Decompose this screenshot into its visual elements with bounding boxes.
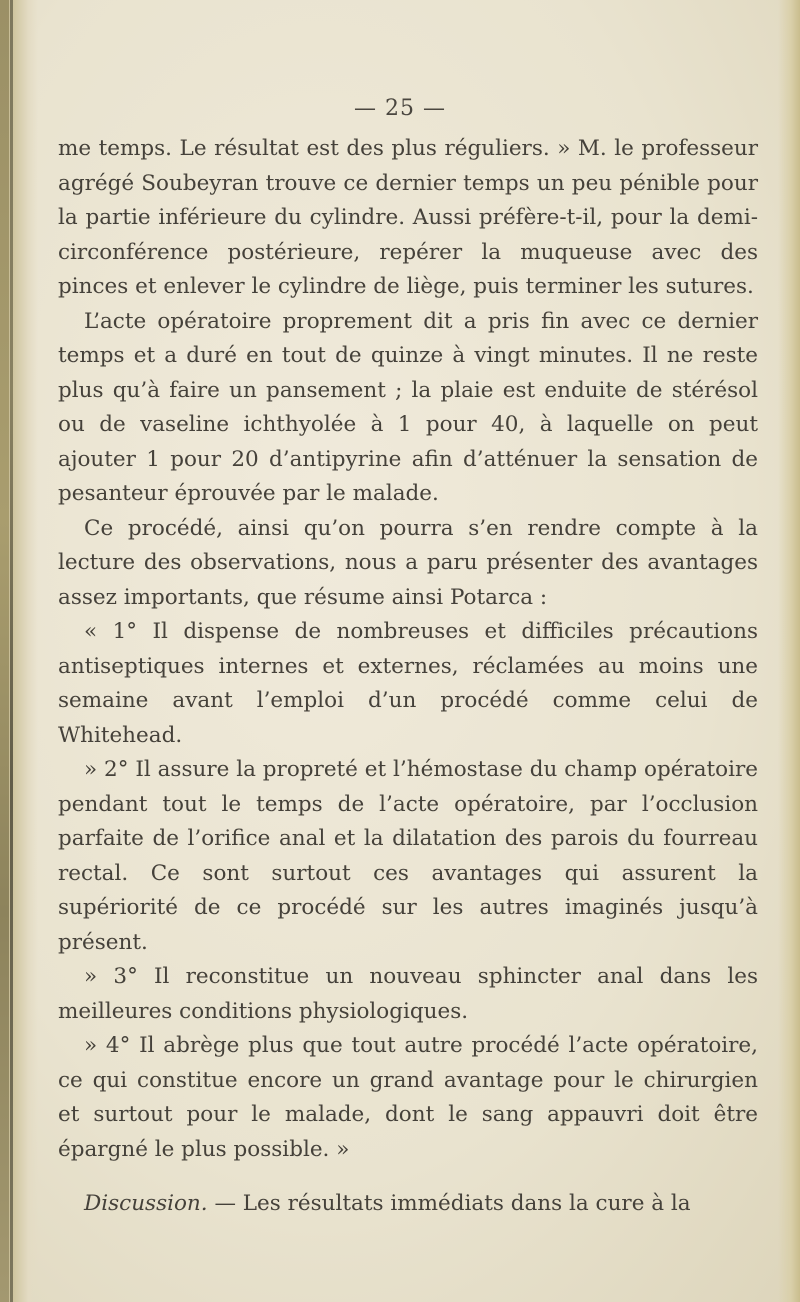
quote-point-1: « 1° Il dispense de nombreuses et difficiles précautions antiseptiques internes et externes, réclamées au moins une semaine avant l’emploi d’un procédé comme celui de Whitehead. bbox=[58, 619, 758, 748]
quote-point-4: » 4° Il abrège plus que tout autre procédé l’acte opératoire, ce qui constitue encore un grand avantage pour le chirurgien et surtout pour le malade, dont le sang appauvri doit être épargné le plus possible. » bbox=[58, 1033, 758, 1162]
discussion-text: — Les résultats immédiats dans la cure à la bbox=[207, 1191, 691, 1216]
paragraph-continuation: me temps. Le résultat est des plus réguliers. » M. le professeur agrégé Soubeyran trouve ce dernier temps un peu pénible pour la partie inférieure du cylindre. Aussi préfère-t-il, pour la demi-circonférence postérieure, repérer la muqueuse avec des pinces et enlever le cylindre de liège, puis terminer les sutures. bbox=[58, 136, 758, 299]
page-binding-edge bbox=[0, 0, 38, 1302]
page-right-edge bbox=[778, 0, 800, 1302]
quote-point-3: » 3° Il reconstitue un nouveau sphincter anal dans les meilleures conditions physiologiques. bbox=[58, 964, 758, 1024]
page-number: — 25 — bbox=[354, 96, 446, 121]
quote-point-2: » 2° Il assure la propreté et l’hémostase du champ opératoire pendant tout le temps de l’acte opératoire, par l’occlusion parfaite de l’orifice anal et la dilatation des parois du fourreau rectal. Ce sont surtout ces avantages qui assurent la supériorité de ce procédé sur les autres imaginés jusqu’à présent. bbox=[58, 757, 758, 955]
paragraph-procedure-advantages: Ce procédé, ainsi qu’on pourra s’en rendre compte à la lecture des observations, nous a paru présenter des avantages assez importants, que résume ainsi Potarca : bbox=[58, 515, 758, 610]
discussion-paragraph bbox=[58, 1187, 758, 1222]
body-text bbox=[58, 132, 758, 1222]
paragraph-operation-end: L’acte opératoire proprement dit a pris fin avec ce dernier temps et a duré en tout de quinze à vingt minutes. Il ne reste plus qu’à faire un pansement ; la plaie est enduite de stérésol ou de vaseline ichthyolée à 1 pour 40, à laquelle on peut ajouter 1 pour 20 d’antipyrine afin d’atténuer la sensation de pesanteur éprouvée par le malade. bbox=[58, 308, 758, 506]
discussion-label: Discussion. bbox=[84, 1191, 208, 1216]
